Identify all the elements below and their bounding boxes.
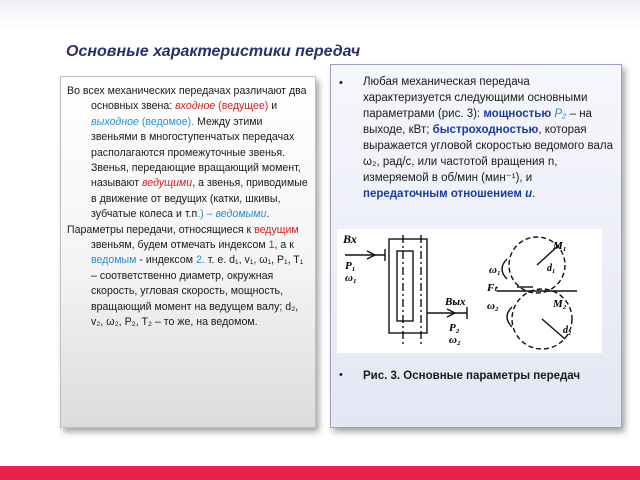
text: т. е. d₁, v₁, ω₁, P₁, T₁ – соответственно диаметр, окружная скорость, угловая скорость, мощность, вращающий момент на ведущем валу; d₂, v₂, ω₂, P₂, T₂ – то же, на ведомом. [91, 254, 304, 329]
index-one: 1 [268, 239, 275, 252]
text: Во всех механических передачах различают два основных звена: [67, 85, 307, 113]
label-d2: d₂ [563, 325, 572, 336]
term-ratio: передаточным отношением [363, 188, 522, 200]
label-input: Вх [343, 232, 357, 246]
label-w1-gear: ω₁ [489, 264, 501, 276]
label-ft: Fₜ [487, 282, 498, 294]
text: звеньям, будем отмечать индексом [91, 239, 269, 252]
symbol-p2: P₂ [551, 108, 567, 120]
label-w1: ω₁ [345, 272, 357, 284]
paragraph-parameters [67, 223, 309, 331]
text: . [532, 188, 536, 200]
label-m2: M₂ [553, 298, 567, 310]
term-driven: ведомыми [215, 208, 267, 221]
label-d1: d₁ [547, 263, 556, 274]
page-title: Основные характеристики передач [66, 43, 361, 60]
text: и [268, 100, 278, 113]
term-output-paren: (ведомое). [138, 115, 195, 128]
label-output: Вых [445, 296, 466, 308]
text: , а звенья, приводимые в движение от ведущих (катки, шкивы, зубчатые колеса и т.п [91, 177, 308, 221]
bullet-icon: • [339, 369, 343, 381]
index-two: 2. [195, 254, 205, 267]
text: Параметры передачи, относящиеся к [67, 223, 255, 236]
term-power: мощностью [483, 108, 552, 120]
term-output: выходное [91, 115, 139, 128]
figure-caption: Рис. 3. Основные параметры передач [363, 370, 581, 382]
header-gradient [0, 0, 640, 30]
term-speed: быстроходностью [432, 124, 539, 136]
symbol-u: u [521, 188, 533, 200]
left-text-panel [60, 76, 316, 428]
bottom-accent-bar [0, 466, 640, 480]
text: , которая выражается угловой скоростью ведомого вала ω₂, рад/с, или частотой вращения n, измеряемой в об/мин (мин⁻¹), и [363, 124, 613, 184]
paragraph-links [67, 84, 309, 223]
text: . [266, 208, 270, 221]
term-input-paren: (ведущее) [215, 100, 269, 113]
bullet-icon: • [339, 77, 343, 89]
text: – на выходе, кВт; [363, 108, 592, 136]
term-driving: ведущими [142, 177, 193, 190]
term-input: входное [175, 100, 216, 113]
label-m1: M₁ [553, 240, 567, 252]
label-w2-gear: ω₂ [487, 300, 499, 312]
gear-schematic-svg [337, 229, 602, 353]
parameters-description [363, 74, 615, 202]
label-p2: P₂ [449, 322, 460, 334]
text: - индексом [136, 254, 196, 267]
label-p1: P₁ [345, 260, 356, 272]
text: , а к [274, 239, 294, 252]
text: Между этими звеньями в многоступенчатых передачах располагаются промежуточные звенья. Звенья, передающие вращающий момент, называют [91, 115, 301, 190]
text: Любая механическая передача характеризуется следующими основными параметрами (рис. 3): [363, 76, 588, 120]
transmission-diagram [337, 229, 602, 353]
term-driven: ведомым [91, 254, 137, 267]
label-w2: ω₂ [449, 334, 461, 346]
text: .) – [197, 208, 216, 221]
term-driving: ведущим [254, 223, 299, 236]
